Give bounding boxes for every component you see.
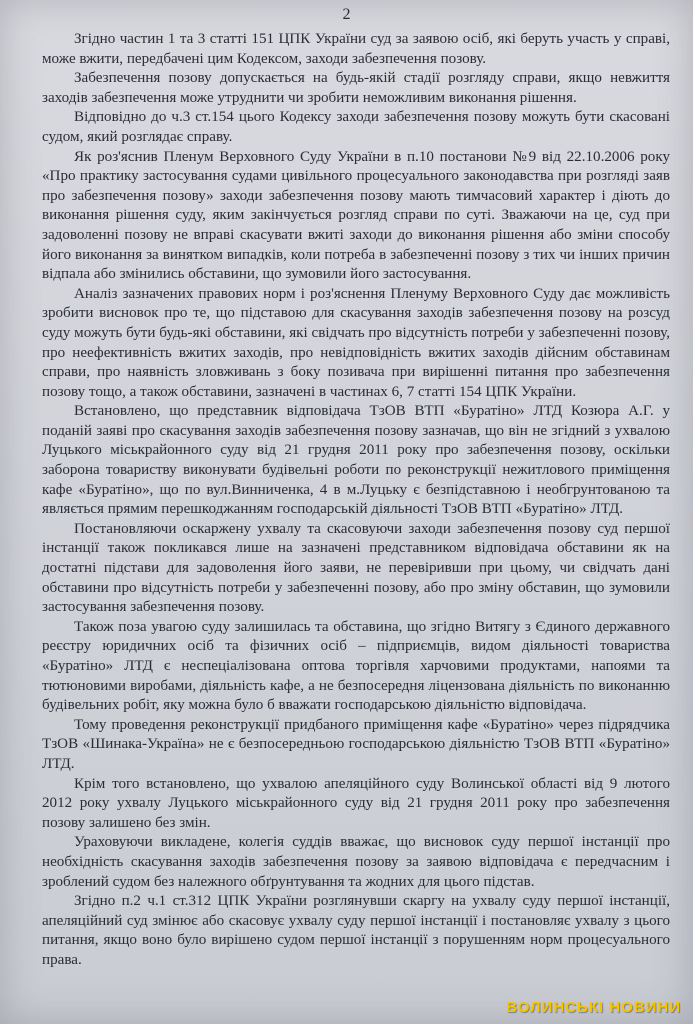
document-body <box>42 30 670 971</box>
paragraph: Як роз'яснив Пленум Верховного Суду України в п.10 постанови №9 від 22.10.2006 року «Про практику застосування судами цивільного процесуального законодавства при розгляді заяв про забезпечення позову» заходи забезпечення позову мають тимчасовий характер і діють до виконання рішення суду, яким закінчується розгляд справи по суті. Зважаючи на це, суд при задоволенні позову не вправі скасувати вжиті заходи до виконання рішення або зміни способу його виконання за винятком випадків, коли потреба в забезпеченні позову з тих чи інших причин відпала або змінились обставини, що зумовили його застосування. <box>42 148 670 283</box>
paragraph: Ураховуючи викладене, колегія суддів вважає, що висновок суду першої інстанції про необхідність скасування заходів забезпечення позову за заявою відповідача є передчасним і зроблений судом без належного обґрунтування та жодних для цього підстав. <box>42 834 670 890</box>
watermark-logo: ВОЛИНСЬКІ НОВИНИ <box>506 999 681 1016</box>
paragraph: Встановлено, що представник відповідача ТзОВ ВТП «Буратіно» ЛТД Козюра А.Г. у поданій заяві про скасування заходів забезпечення позову зазначав, що він не згідний з ухвалою Луцького міськрайонного суду від 21 грудня 2011 року про забезпечення позову, оскільки заборона товариству виконувати будівельні роботи по реконструкції нежитлового приміщення кафе «Буратіно», що по вул.Винниченка, 4 в м.Луцьку є безпідставною і необгрунтованою та являється прямим перешкоджанням господарській діяльності ТзОВ ВТП «Буратіно» ЛТД. <box>42 403 670 518</box>
paragraph: Забезпечення позову допускається на будь-якій стадії розгляду справи, якщо невжиття заходів забезпечення може утруднити чи зробити неможливим виконання рішення. <box>42 70 670 106</box>
paragraph: Тому проведення реконструкції придбаного приміщення кафе «Буратіно» через підрядчика ТзОВ «Шинака-Україна» не є безпосередньою господарською діяльністю ТзОВ ВТП «Буратіно» ЛТД. <box>42 716 670 772</box>
page-number: 2 <box>342 6 351 23</box>
paragraph: Згідно частин 1 та 3 статті 151 ЦПК України суд за заявою осіб, які беруть участь у справі, може вжити, передбачені цим Кодексом, заходи забезпечення позову. <box>42 31 670 67</box>
paragraph: Аналіз зазначених правових норм і роз'яснення Пленуму Верховного Суду дає можливість зробити висновок про те, що підставою для скасування заходів забезпечення позову на розсуд суду можуть бути будь-які обставини, які свідчать про відсутність потреби у забезпеченні позову, про неефективність вжитих заходів, про невідповідність вжитих заходів дійсним обставинам справи, про наявність зловживань з боку позивача при вирішенні питання про забезпечення позову тощо, а також обставини, зазначені в частинах 6, 7 статті 154 ЦПК України. <box>42 285 670 400</box>
paragraph: Згідно п.2 ч.1 ст.312 ЦПК України розглянувши скаргу на ухвалу суду першої інстанції, апеляційний суд змінює або скасовує ухвалу суду першої інстанції і постановляє ухвалу з цього питання, якщо воно було вирішено судом першої інстанції з порушенням норм процесуального права. <box>42 893 670 968</box>
paragraph: Також поза увагою суду залишилась та обставина, що згідно Витягу з Єдиного державного реєстру юридичних осіб та фізичних осіб – підприємців, видом діяльності товариства «Буратіно» ЛТД є неспеціалізована оптова торгівля харчовими продуктами, напоями та тютюновими виробами, діяльність кафе, а не безпосередня ліцензована діяльність по виконанню будівельних робіт, яку можна було б вважати господарською діяльністю відповідача. <box>42 618 670 714</box>
paragraph: Постановляючи оскаржену ухвалу та скасовуючи заходи забезпечення позову суд першої інстанції також покликався лише на зазначені представником відповідача обставини як на достатні підстави для задоволення його заяви, не перевіривши при цьому, чи свідчать дані обставини про відсутність потреби у забезпеченні позову, або про зміну обставин, що зумовили застосування забезпечення позову. <box>42 520 670 616</box>
paragraph: Відповідно до ч.3 ст.154 цього Кодексу заходи забезпечення позову можуть бути скасовані судом, який розглядає справу. <box>42 109 670 145</box>
paragraph: Крім того встановлено, що ухвалою апеляційного суду Волинської області від 9 лютого 2012 року ухвалу Луцького міськрайонного суду від 21 грудня 2011 року про забезпечення позову залишено без змін. <box>42 775 670 831</box>
